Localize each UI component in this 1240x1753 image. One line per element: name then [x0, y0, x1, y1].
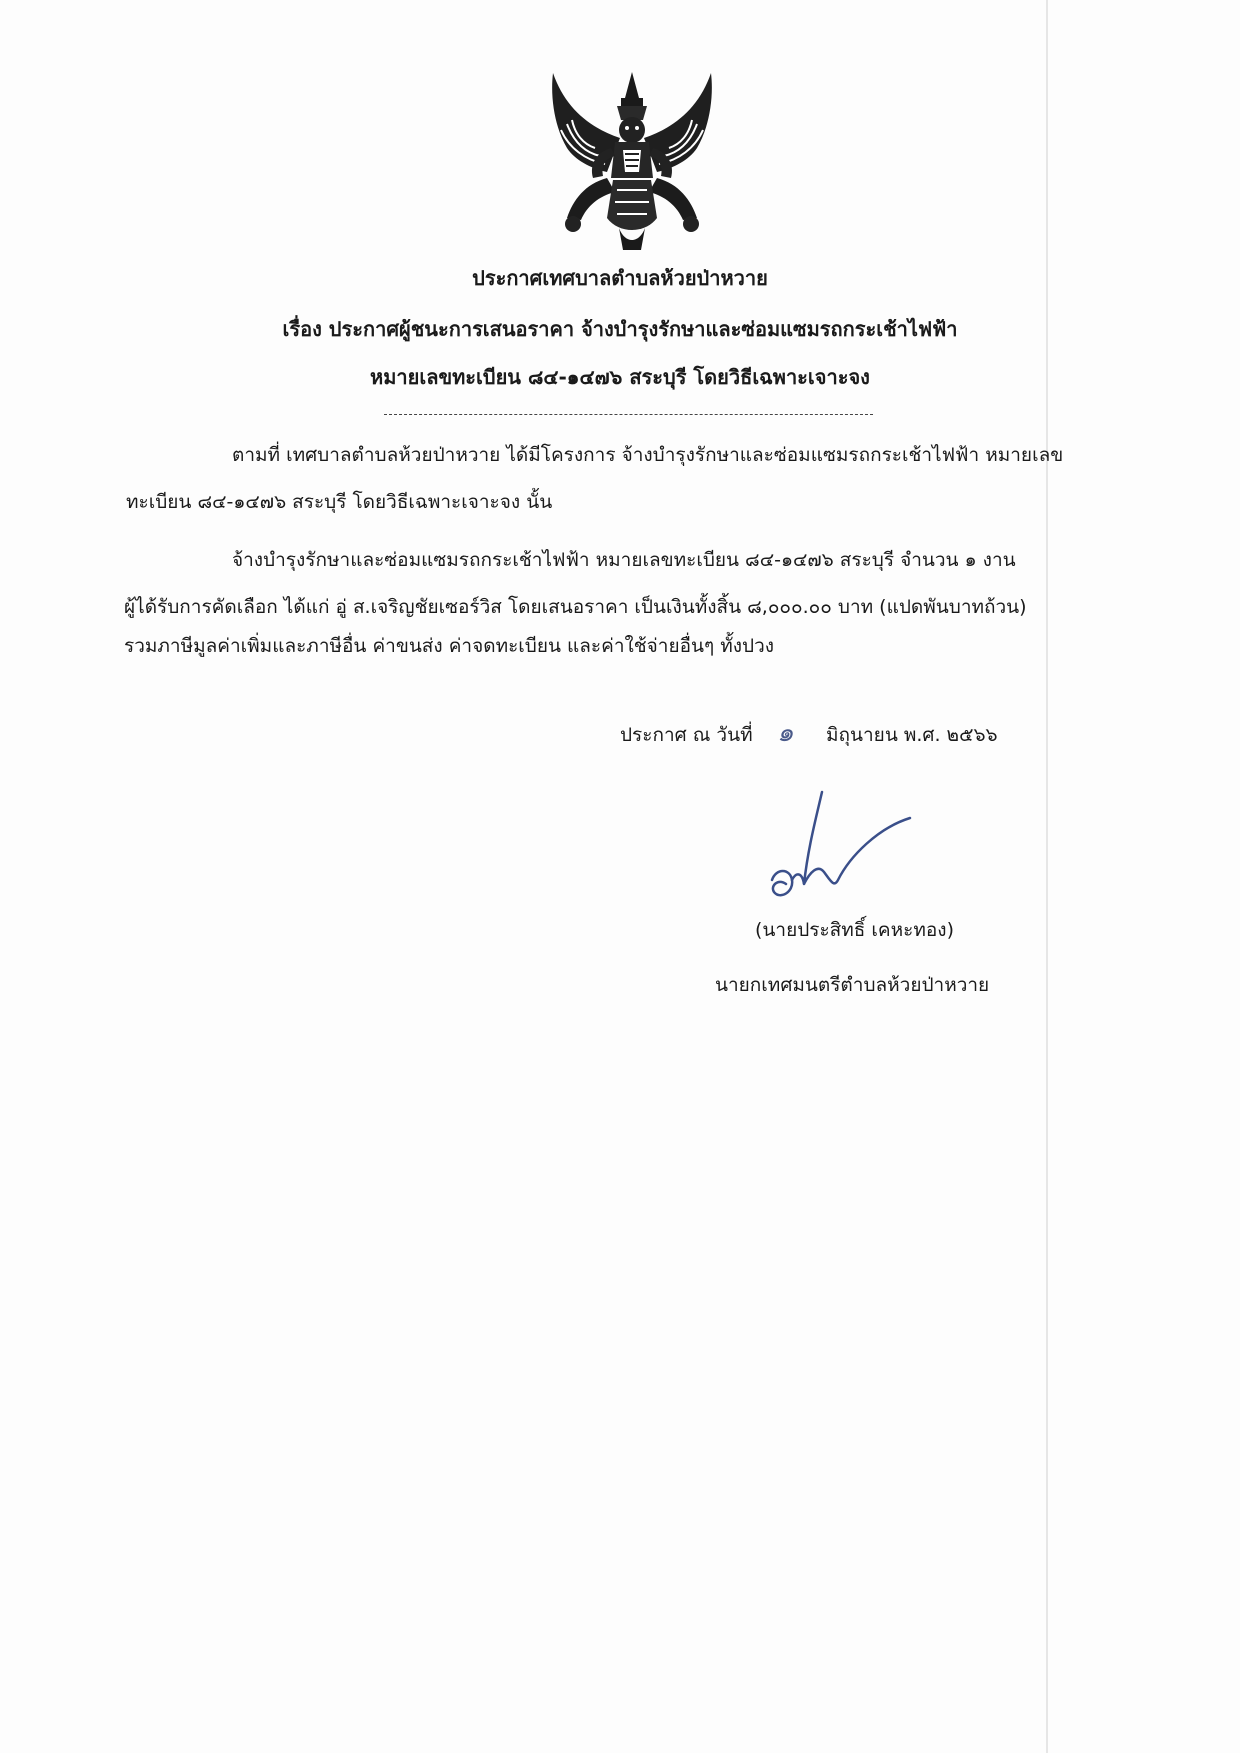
signer-name: (นายประสิทธิ์ เคหะทอง) — [755, 919, 954, 941]
paragraph-2-line-2: ผู้ได้รับการคัดเลือก ได้แก่ อู่ ส.เจริญชัยเซอร์วิส โดยเสนอราคา เป็นเงินทั้งสิ้น ๘,๐๐๐.๐๐ บาท (แปดพันบาทถ้วน) — [124, 596, 1027, 618]
paragraph-1-line-2: ทะเบียน ๘๔-๑๔๗๖ สระบุรี โดยวิธีเฉพาะเจาะจง นั้น — [126, 491, 553, 513]
paragraph-1-line-1: ตามที่ เทศบาลตำบลห้วยป่าหวาย ได้มีโครงการ จ้างบำรุงรักษาและซ่อมแซมรถกระเช้าไฟฟ้า หมายเลข — [232, 444, 1064, 466]
subject-line: เรื่อง ประกาศผู้ชนะการเสนอราคา จ้างบำรุงรักษาและซ่อมแซมรถกระเช้าไฟฟ้า — [282, 317, 958, 341]
announcement-date-day: ๑ — [777, 718, 794, 748]
signer-position: นายกเทศมนตรีตำบลห้วยป่าหวาย — [715, 974, 990, 996]
subject-line-continued: หมายเลขทะเบียน ๘๔-๑๔๗๖ สระบุรี โดยวิธีเฉพาะเจาะจง — [370, 365, 870, 389]
announcement-date-suffix: มิถุนายน พ.ศ. ๒๕๖๖ — [826, 724, 998, 746]
paragraph-2-line-3: รวมภาษีมูลค่าเพิ่มและภาษีอื่น ค่าขนส่ง ค่าจดทะเบียน และค่าใช้จ่ายอื่นๆ ทั้งปวง — [124, 635, 775, 657]
announcement-heading: ประกาศเทศบาลตำบลห้วยป่าหวาย — [472, 266, 768, 290]
title-separator — [384, 414, 873, 415]
paragraph-2-line-1: จ้างบำรุงรักษาและซ่อมแซมรถกระเช้าไฟฟ้า หมายเลขทะเบียน ๘๔-๑๔๗๖ สระบุรี จำนวน ๑ งาน — [232, 549, 1016, 571]
garuda-emblem-icon — [545, 68, 720, 253]
announcement-date-prefix: ประกาศ ณ วันที่ — [620, 724, 753, 746]
handwritten-signature — [760, 788, 920, 908]
